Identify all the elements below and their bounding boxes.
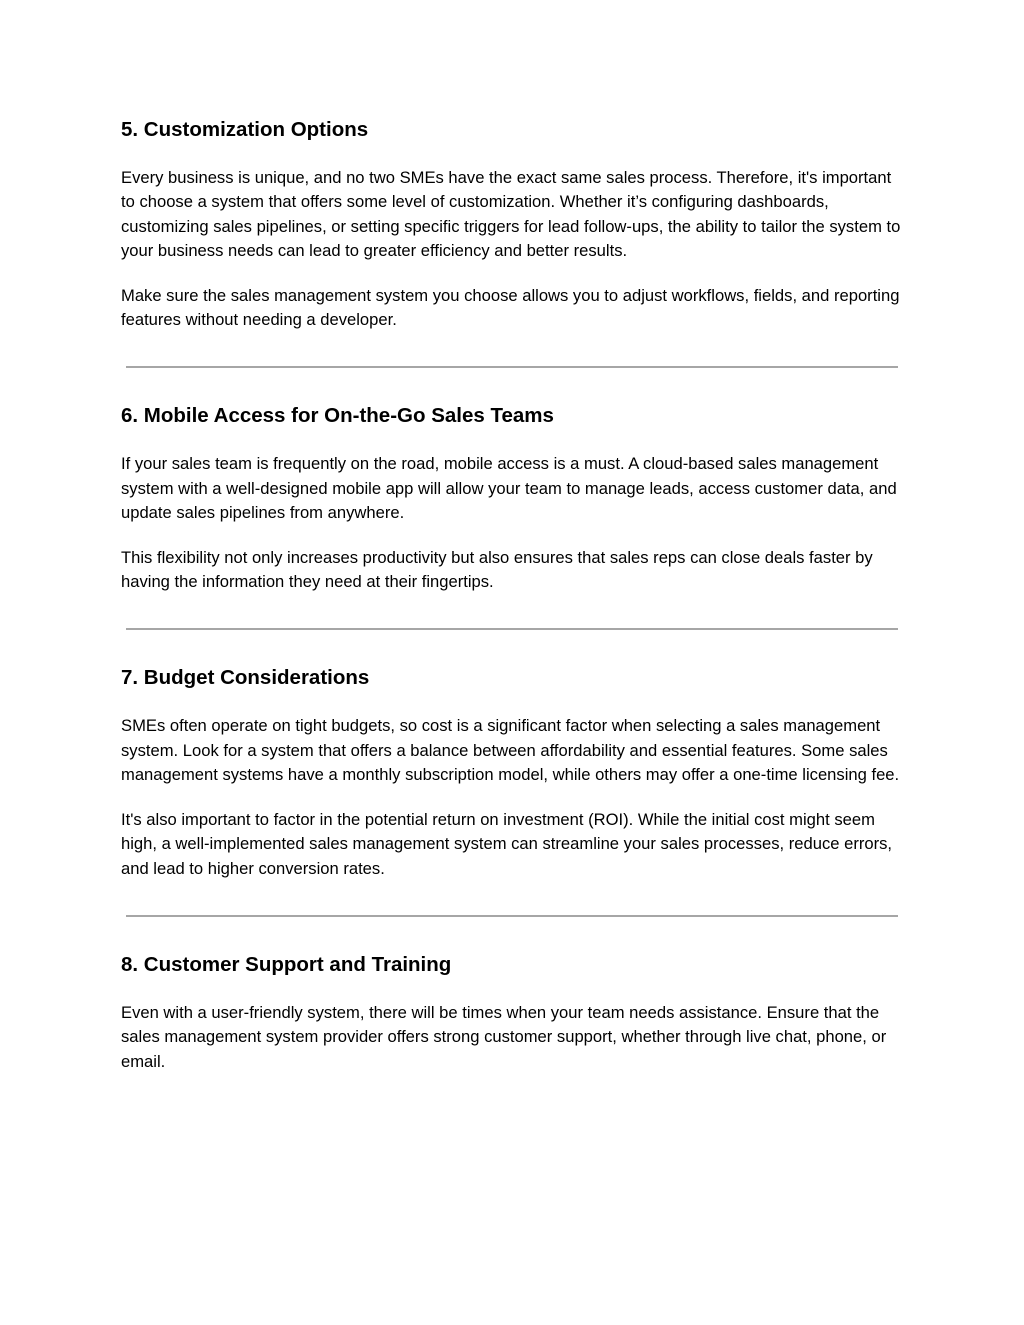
section-heading: 8. Customer Support and Training (121, 952, 452, 976)
document-page (121, 116, 901, 1074)
section-divider (126, 628, 898, 630)
section-paragraph: This flexibility not only increases productivity but also ensures that sales reps can close deals faster by having the information they need at their fingertips. (121, 547, 873, 592)
section-paragraph: Every business is unique, and no two SMEs have the exact same sales process. Therefore, it's important to choose a system that offers some level of customization. Whether it’s configuring dashboards, customizing sales pipelines, or setting specific triggers for lead follow-ups, the ability to tailor the system to your business needs can lead to greater efficiency and better results. (121, 168, 901, 261)
section-customization-options (121, 116, 901, 332)
section-heading: 6. Mobile Access for On-the-Go Sales Teams (121, 404, 554, 428)
section-paragraph: If your sales team is frequently on the road, mobile access is a must. A cloud-based sales management system with a well-designed mobile app will allow your team to manage leads, access customer data, and update sales pipelines from anywhere. (121, 454, 897, 523)
section-divider (126, 915, 898, 917)
section-mobile-access (121, 402, 901, 594)
section-heading: 5. Customization Options (121, 118, 369, 141)
section-paragraph: It's also important to factor in the potential return on investment (ROI). While the initial cost might seem high, a well-implemented sales management system can streamline your sales processes, reduce errors, and lead to higher conversion rates. (121, 809, 893, 878)
section-paragraph: Make sure the sales management system you choose allows you to adjust workflows, fields, and reporting features without needing a developer. (121, 285, 900, 330)
section-divider (126, 366, 898, 368)
section-heading: 7. Budget Considerations (121, 666, 370, 690)
section-customer-support (121, 951, 901, 1074)
section-paragraph: Even with a user-friendly system, there will be times when your team needs assistance. Ensure that the sales management system provider offers strong customer support, whether through live chat, phone, or email. (121, 1002, 887, 1071)
section-paragraph: SMEs often operate on tight budgets, so cost is a significant factor when selecting a sales management system. Look for a system that offers a balance between affordability and essential features. Some sales management systems have a monthly subscription model, while others may offer a one-time licensing fee. (121, 716, 900, 785)
section-budget-considerations (121, 664, 901, 880)
